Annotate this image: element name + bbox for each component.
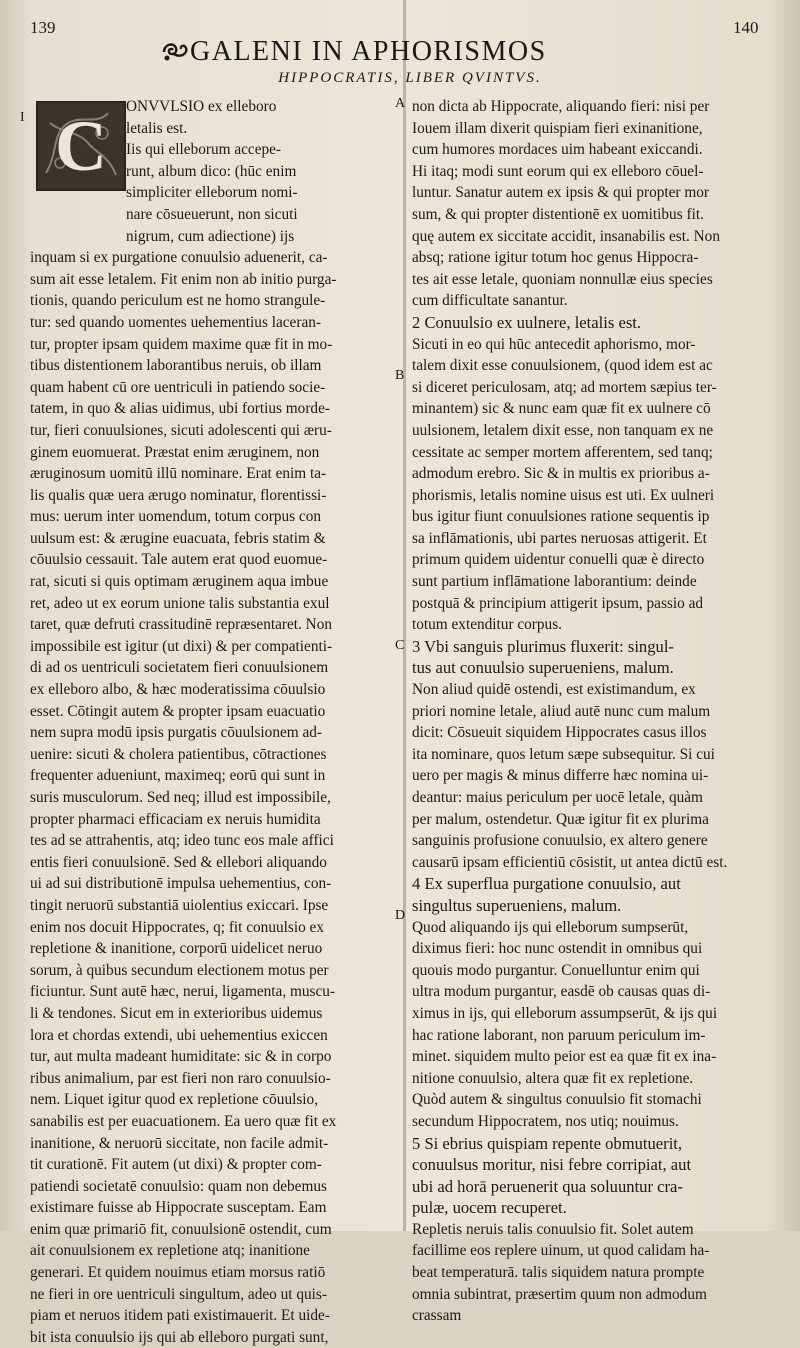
text-line: non dicta ab Hippocrate, aliquando fieri: nisi per (412, 98, 710, 115)
text-line: diximus fieri: hoc nunc ostendit in omnibus qui (412, 940, 703, 958)
text-line: Non aliud quidē ostendi, est existimandum, ex (412, 681, 696, 699)
text-line: repletione & inanitione, corporū uidelicet neruo (30, 940, 323, 958)
text-line: nare cōsueuerunt, non sicuti (126, 205, 298, 223)
right-page-number: 140 (733, 18, 759, 37)
left-text-column (30, 96, 392, 1348)
text-line: luntur. Sanatur autem ex ipsis & qui propter mor (412, 184, 709, 202)
text-line: crassam (412, 1307, 462, 1325)
text-line: hac ratione laborant, non paruum periculum im- (412, 1026, 706, 1044)
text-line: nem. Liquet igitur quod ex repletione cōuulsio, (30, 1091, 319, 1109)
text-line: cum difficultate sanantur. (412, 292, 568, 310)
text-line: beat temperaturā. talis siquidem natura prompte (412, 1264, 705, 1282)
text-line: tur: sed quando uomentes uehementius laceran- (30, 313, 321, 331)
text-line: postquā & principium attigerit ipsum, passio ad (412, 594, 704, 612)
page-subtitle: HIPPOCRATIS, LIBER QVINTVS. (278, 70, 542, 86)
text-line: inanitione, & neruorū siccitate, non facile admit- (30, 1134, 329, 1152)
text-line: dicit: Cōsueuit siquidem Hippocrates casus illos (412, 724, 707, 742)
margin-mark-d: D (395, 908, 406, 923)
text-line: tus aut conuulsio superueniens, malum. (412, 658, 674, 678)
text-line: cōuulsio cessauit. Tale autem erat quod euomue- (30, 551, 328, 569)
text-line: taret, quæ defruti crassitudinē repræsentaret. Non (30, 616, 333, 634)
text-line: bus igitur fiunt conuulsiones ratione sequentis ip (412, 508, 710, 526)
text-line: generari. Et quidem nouimus etiam morsus ratiō (30, 1264, 326, 1282)
text-line: ribus animalium, par est fieri non raro conuulsio- (30, 1069, 331, 1087)
margin-mark-c: C (395, 638, 405, 653)
text-line: nigrum, cum adiectione) ijs (126, 227, 295, 245)
text-line: ONVVLSIO ex elleboro (126, 98, 277, 115)
text-line: priori nomine letale, aliud autē nunc cum malum (412, 702, 711, 720)
text-line: Repletis neruis talis conuulsio fit. Solet autem (412, 1220, 694, 1238)
text-line: lora et chordas extendi, ubi uehementius exiccen (30, 1026, 328, 1044)
text-line: conuulsus moritur, nisi febre corripiat, aut (412, 1155, 692, 1175)
text-line: Sicuti in eo qui hūc antecedit aphorismo, mor- (412, 335, 696, 353)
text-line: tes ad se attrahentis, atq; ideo tunc eos male affici (30, 832, 334, 850)
text-line: si diceret periculosam, atq; ad mortem sæpius ter- (412, 378, 717, 396)
text-line: primum quidem uidentur conuelli quæ è directo (412, 551, 705, 569)
text-line: ginem euomuerat. Præstat enim æruginem, non (30, 443, 320, 461)
text-line: ne fieri in ore uentriculi singultum, adeo ut quis- (30, 1285, 327, 1303)
text-line: quam habent cū ore uentriculi in patiendo socie- (30, 378, 326, 396)
text-line: quouis modo purgantur. Conuelluntur enim qui (412, 961, 700, 979)
text-line: ximus in ijs, qui elleborum assumpserūt, & ijs qui (412, 1004, 718, 1022)
text-line: 2 Conuulsio ex uulnere, letalis est. (412, 312, 642, 332)
text-line: uulsum est: & ærugine euacuata, febris statim & (30, 529, 326, 547)
text-line: ubi ad horā peruenerit qua soluuntur cra- (412, 1176, 683, 1196)
fleuron-ornament-icon (160, 40, 190, 64)
text-line: bit ista conuulsio ijs qui ab elleboro purgati sunt, (30, 1328, 329, 1346)
text-line: deantur: maius periculum per uocē letale, quàm (412, 789, 703, 806)
text-line: sum ait esse letalem. Fit enim non ab initio purga- (30, 270, 337, 288)
text-line: frequenter adueniunt, maximeq; eorū qui sunt in (30, 767, 326, 785)
text-line: cum humores mordaces uim habeant exiccandi. (412, 141, 703, 159)
margin-line-mark: I (20, 110, 25, 125)
text-line: patiendi societatē conuulsio: quam non debemus (30, 1177, 327, 1195)
margin-mark-a: A (395, 96, 406, 111)
text-line: sanguinis profusione conuulsio, ex altero genere (412, 832, 708, 850)
text-line: causarū ipsam efficientiū cōsistit, ut antea dictū est. (412, 853, 728, 871)
text-line: esset. Cōtingit autem & propter ipsam euacuatio (30, 702, 326, 720)
page-title: GALENI IN APHORISMOS (190, 36, 547, 67)
text-line: Iis qui elleborum accepe- (126, 141, 282, 159)
text-line: tes ait esse letale, quoniam nonnullæ eius species (412, 270, 713, 288)
text-line: per malum, ostendetur. Quæ igitur fit ex plurima (412, 810, 709, 828)
text-line: ficiuntur. Sunt autē hæc, nerui, ligamenta, muscu- (30, 983, 336, 1001)
text-line: runt, album dico: (hūc enim (126, 162, 297, 180)
text-line: facillime eos replere uinum, ut quod calidam ha- (412, 1242, 710, 1260)
text-line: minet. siquidem multo peior est ea quæ fit ex ina- (412, 1048, 717, 1066)
text-line: tur, fieri conuulsiones, sicuti adolescenti qui æru- (30, 421, 332, 439)
text-line: cessitate ac semper mortem afferentem, sed tanq; (412, 443, 713, 461)
text-line: li & tendones. Sicut em in exterioribus uidemus (30, 1004, 323, 1022)
text-line: piam et neruos itidem pati existimauerit. Et uide- (30, 1307, 330, 1325)
text-line: totum extenditur corpus. (412, 616, 562, 634)
text-line: lis qualis quæ uera ærugo nominatur, florentissi- (30, 486, 327, 504)
text-line: rat, sicuti si quis optimam æruginem aqua imbue (30, 573, 329, 591)
text-line: sum, & qui propter distentionē ex uomitibus fit. (412, 205, 704, 223)
text-line: tionis, quando periculum est ne homo strangule- (30, 292, 326, 310)
text-line: 3 Vbi sanguis plurimus fluxerit: singul- (412, 636, 674, 656)
margin-mark-b: B (395, 368, 405, 383)
text-line: Quod aliquando ijs qui elleborum sumpserūt, (412, 918, 689, 936)
text-line: existimare fuisse ab Hippocrate susceptam. Eam (30, 1199, 327, 1217)
initial-letter: C (55, 105, 107, 186)
text-line: quę autem ex siccitate accidit, insanabilis est. Non (412, 227, 720, 245)
text-line: nitione conuulsio, altera quæ fit ex repletione. (412, 1069, 694, 1087)
text-line: suris musculorum. Sed neq; illud est impossibile, (30, 789, 331, 806)
text-line: talem dixit esse conuulsionem, (quod idem est ac (412, 357, 713, 375)
text-line: letalis est. (126, 119, 188, 137)
text-line: tur, propter ipsam quidem maxime quæ fit in mo- (30, 335, 333, 353)
text-line: uero per magis & minus differre hæc nomina ui- (412, 767, 709, 785)
text-line: ultra modum purgantur, easdē ob causas quas di- (412, 983, 711, 1001)
text-line: uulsionem, letalem dixit esse, non tanquam ex ne (412, 421, 714, 439)
text-line: tibus distentionem laborantibus neruis, ob illam (30, 357, 322, 375)
text-line: omnia subintrat, præsertim quum non admodum (412, 1285, 707, 1303)
text-line: enim nos docuit Hippocrates, q; fit conuulsio ex (30, 918, 324, 936)
text-line: ex elleboro albo, & hæc moderatissima cōuulsio (30, 681, 326, 699)
text-line: Hi itaq; modi sunt eorum qui ex elleboro cōuel- (412, 162, 704, 180)
text-line: tit curationē. Fit autem (ut dixi) & propter com- (30, 1156, 322, 1174)
text-line: inquam si ex purgatione conuulsio aduenerit, ca- (30, 249, 328, 267)
text-line: uenire: sicuti & cholera patientibus, cōtractiones (30, 745, 327, 763)
text-line: sanabilis est per euacuationem. Ea uero quæ fit ex (30, 1112, 337, 1130)
text-line: Quòd autem & singultus conuulsio fit stomachi (412, 1091, 702, 1109)
text-line: di ad os uentriculi societatem fieri conuulsionem (30, 659, 329, 677)
text-line: minantem) sic & nunc eam quæ fit ex uulnere cō (412, 400, 711, 418)
text-line: ait conuulsionem ex repletione atq; inanitione (30, 1242, 310, 1260)
text-line: phorismis, letalis nomine uisus est uti. Ex uulneri (412, 486, 715, 504)
page-gutter (403, 0, 406, 1231)
left-page-number: 139 (30, 18, 56, 37)
text-line: secundum Hippocratem, nos utiq; nouimus. (412, 1112, 679, 1130)
text-line: 4 Ex superflua purgatione conuulsio, aut (412, 874, 681, 894)
text-line: ui ad sui distributionē impulsa uehementius, con- (30, 875, 332, 893)
text-line: enim quæ primariō fit, conuulsionē ostendit, cum (30, 1220, 332, 1238)
text-line: absq; ratione igitur totum hoc genus Hippocra- (412, 249, 699, 267)
text-line: ret, adeo ut ex eorum unione talis substantia exul (30, 594, 330, 612)
text-line: propter pharmaci efficaciam ex neruis humidita (30, 810, 321, 828)
text-line: 5 Si ebrius quispiam repente obmutuerit, (412, 1133, 683, 1153)
text-line: ita nominare, quos letum sæpe subsequitur. Si cui (412, 745, 715, 763)
text-line: singultus superueniens, malum. (412, 895, 622, 915)
text-line: entis fieri conuulsionē. Sed & ellebori aliquando (30, 853, 327, 871)
text-line: sorum, à quibus secundum electionem motus per (30, 961, 329, 979)
text-line: sa inflāmationis, ubi partes neruosas attigerit. Et (412, 529, 707, 547)
text-line: impossibile est igitur (ut dixi) & per compatienti- (30, 637, 333, 655)
text-line: æruginosum uomitū illū nominare. Erat enim ta- (30, 465, 327, 483)
text-line: mus: uerum inter uomendum, totum corpus con (30, 508, 322, 526)
right-text-column (412, 96, 782, 1327)
text-line: sunt partium inflāmatione laborantium: deinde (412, 573, 697, 591)
text-line: admodum erebro. Sic & in multis ex prioribus a- (412, 465, 710, 483)
text-line: tur, aut multa madeant humiditate: sic & in corpo (30, 1048, 332, 1066)
text-line: tingit neruorū substantiā uiolentius exiccari. Ipse (30, 896, 329, 914)
text-line: Iouem illam dixerit quispiam fieri exinanitione, (412, 119, 703, 137)
text-line: nem supra modū ipsis purgatis cōuulsionem ad- (30, 724, 323, 742)
text-line: simpliciter elleborum nomi- (126, 184, 298, 202)
text-line: pulæ, uocem recuperet. (412, 1198, 567, 1218)
text-line: tatem, in quo & alias uidimus, ubi fortius morde- (30, 400, 330, 418)
